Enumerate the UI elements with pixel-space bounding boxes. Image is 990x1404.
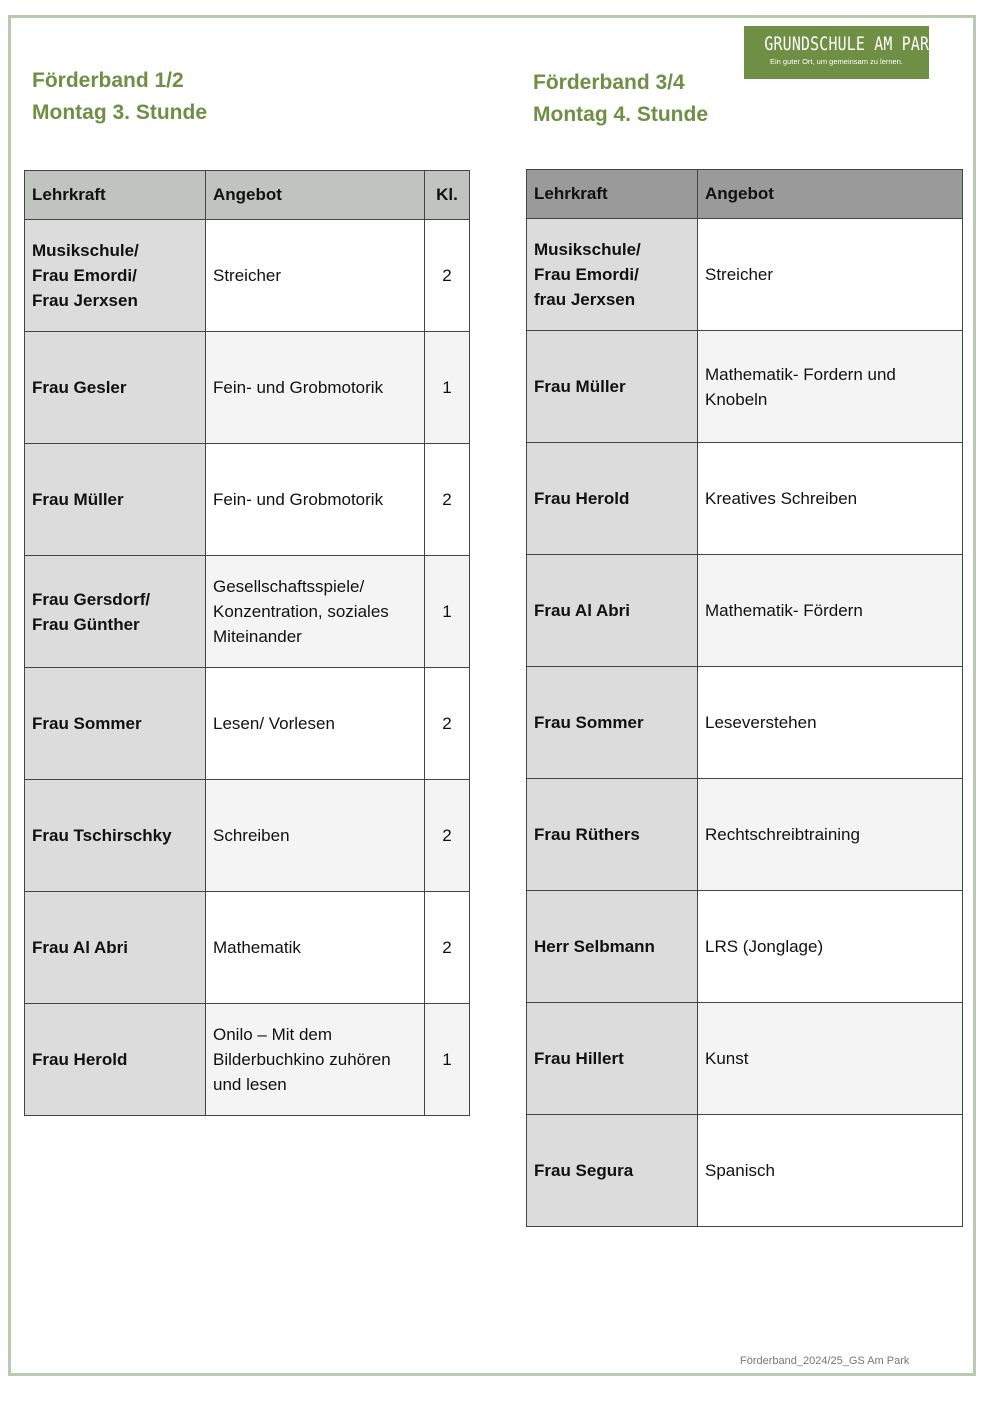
offer-cell: Mathematik- Fördern — [698, 555, 963, 667]
grade-cell: 2 — [425, 892, 470, 1004]
teacher-cell: Frau Tschirschky — [25, 780, 206, 892]
offer-cell: Onilo – Mit dem Bilderbuchkino zuhören und lesen — [206, 1004, 425, 1116]
left-table-header — [25, 171, 470, 220]
table-row — [527, 667, 963, 779]
column-header-grade: Kl. — [425, 171, 470, 220]
teacher-cell: Frau Hillert — [527, 1003, 698, 1115]
left-table — [24, 170, 470, 1116]
left-heading-line1: Förderband 1/2 — [32, 69, 184, 92]
teacher-cell: Musikschule/ Frau Emordi/ Frau Jerxsen — [25, 220, 206, 332]
teacher-cell: Musikschule/ Frau Emordi/ frau Jerxsen — [527, 219, 698, 331]
right-table — [526, 169, 963, 1227]
grade-cell: 2 — [425, 444, 470, 556]
grade-cell: 1 — [425, 332, 470, 444]
table-row — [25, 892, 470, 1004]
grade-cell: 2 — [425, 220, 470, 332]
teacher-cell: Frau Sommer — [25, 668, 206, 780]
table-row — [25, 332, 470, 444]
column-header-teacher: Lehrkraft — [527, 170, 698, 219]
right-heading — [533, 67, 708, 131]
table-row — [25, 556, 470, 668]
left-heading-line2: Montag 3. Stunde — [32, 101, 207, 124]
table-row — [527, 219, 963, 331]
teacher-cell: Frau Herold — [25, 1004, 206, 1116]
offer-cell: LRS (Jonglage) — [698, 891, 963, 1003]
table-row — [527, 779, 963, 891]
right-heading-line2: Montag 4. Stunde — [533, 103, 708, 126]
teacher-cell: Frau Rüthers — [527, 779, 698, 891]
right-table-header — [527, 170, 963, 219]
grade-cell: 1 — [425, 556, 470, 668]
column-header-teacher: Lehrkraft — [25, 171, 206, 220]
offer-cell: Fein- und Grobmotorik — [206, 332, 425, 444]
table-row — [527, 891, 963, 1003]
grade-cell: 2 — [425, 668, 470, 780]
offer-cell: Kunst — [698, 1003, 963, 1115]
table-row — [527, 331, 963, 443]
table-row — [527, 1115, 963, 1227]
table-row — [25, 220, 470, 332]
teacher-cell: Frau Müller — [527, 331, 698, 443]
offer-cell: Mathematik- Fordern und Knobeln — [698, 331, 963, 443]
teacher-cell: Frau Al Abri — [527, 555, 698, 667]
right-heading-line1: Förderband 3/4 — [533, 71, 685, 94]
teacher-cell: Frau Müller — [25, 444, 206, 556]
grade-cell: 1 — [425, 1004, 470, 1116]
teacher-cell: Frau Al Abri — [25, 892, 206, 1004]
offer-cell: Streicher — [206, 220, 425, 332]
table-row — [25, 444, 470, 556]
offer-cell: Fein- und Grobmotorik — [206, 444, 425, 556]
column-header-offer: Angebot — [698, 170, 963, 219]
table-row — [25, 780, 470, 892]
logo-title: GRUNDSCHULE AM PARK — [764, 33, 939, 55]
left-heading — [32, 65, 207, 129]
teacher-cell: Frau Sommer — [527, 667, 698, 779]
grade-cell: 2 — [425, 780, 470, 892]
offer-cell: Schreiben — [206, 780, 425, 892]
offer-cell: Spanisch — [698, 1115, 963, 1227]
teacher-cell: Herr Selbmann — [527, 891, 698, 1003]
offer-cell: Lesen/ Vorlesen — [206, 668, 425, 780]
footer-text: Förderband_2024/25_GS Am Park — [740, 1355, 910, 1367]
offer-cell: Streicher — [698, 219, 963, 331]
teacher-cell: Frau Gesler — [25, 332, 206, 444]
teacher-cell: Frau Segura — [527, 1115, 698, 1227]
school-logo — [744, 26, 939, 79]
teacher-cell: Frau Herold — [527, 443, 698, 555]
offer-cell: Rechtschreibtraining — [698, 779, 963, 891]
column-header-offer: Angebot — [206, 171, 425, 220]
offer-cell: Gesellschaftsspiele/ Konzentration, soziales Miteinander — [206, 556, 425, 668]
offer-cell: Leseverstehen — [698, 667, 963, 779]
table-row — [527, 443, 963, 555]
teacher-cell: Frau Gersdorf/ Frau Günther — [25, 556, 206, 668]
table-row — [527, 1003, 963, 1115]
table-row — [25, 668, 470, 780]
table-row — [527, 555, 963, 667]
logo-subtitle: Ein guter Ort, um gemeinsam zu lernen. — [770, 57, 903, 66]
offer-cell: Mathematik — [206, 892, 425, 1004]
table-row — [25, 1004, 470, 1116]
offer-cell: Kreatives Schreiben — [698, 443, 963, 555]
